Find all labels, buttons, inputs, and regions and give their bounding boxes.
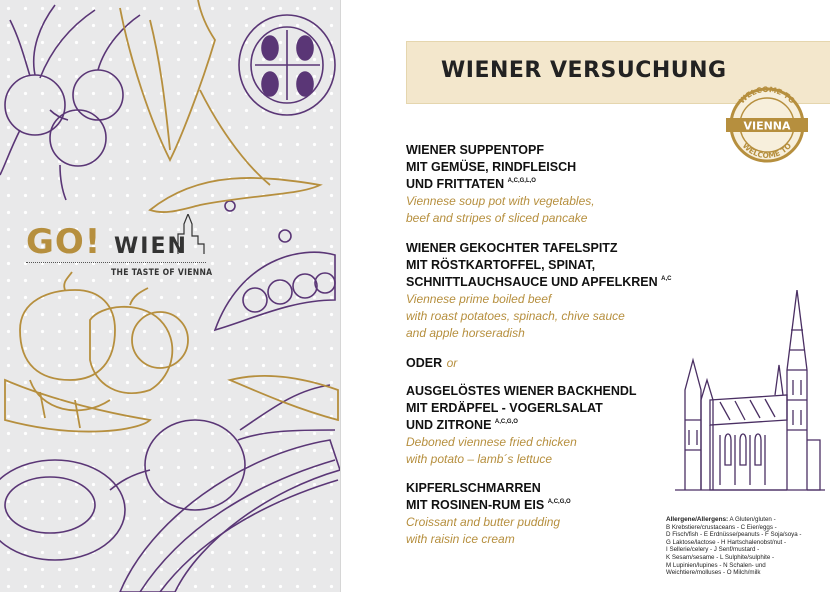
bell-pepper-illustration — [20, 272, 172, 410]
allergen-line: I Sellerie/celery - J Senf/mustard - — [666, 546, 760, 554]
dish-name-line — [406, 176, 706, 193]
go-wien-logo — [26, 222, 216, 282]
dish-name-line: MIT ERDÄPFEL - VOGERLSALAT — [406, 401, 603, 415]
dish-translation-line: Viennese soup pot with vegetables, — [406, 194, 595, 208]
spire-icon — [176, 214, 206, 254]
illustration-panel — [0, 0, 340, 592]
dish-name-line — [406, 274, 706, 291]
allergen-line: A Gluten/gluten - — [729, 516, 776, 523]
allergen-line: D Fisch/fish - E Erdnüsse/peanuts - F Soja/soya - — [666, 531, 802, 539]
allergen-line: M Lupinien/lupines - N Schalen- und — [666, 561, 766, 569]
menu-item — [406, 383, 706, 468]
allergen-codes: A,C,G,L,O — [507, 178, 536, 184]
allergen-line: B Krebstiere/crustaceans - C Eier/eggs - — [666, 523, 777, 531]
pea-pod-illustration — [215, 252, 335, 330]
allergen-heading: Allergene/Allergens: — [666, 516, 729, 523]
vegetable-illustration — [0, 0, 340, 592]
dish-name-line-text: MIT ROSINEN-RUM EIS — [406, 498, 545, 512]
allergen-codes: A,C,G,O — [494, 419, 518, 425]
radish-illustration — [0, 5, 140, 200]
menu-item — [406, 240, 706, 342]
dish-name-line-text: UND FRITTATEN — [406, 177, 505, 191]
dish-name-line: WIENER GEKOCHTER TAFELSPITZ — [406, 241, 618, 255]
or-label: or — [446, 356, 458, 370]
logo-go-text: GO! — [26, 222, 102, 262]
menu-title: WIENER VERSUCHUNG — [441, 58, 727, 83]
oder-label: ODER — [406, 356, 443, 370]
stamp-top-text: WELCOME TO — [737, 85, 797, 106]
dish-translation-line: Deboned viennese fried chicken — [406, 435, 577, 449]
carrot-right-illustration — [230, 376, 338, 420]
or-separator — [406, 354, 706, 372]
dish-name-line: MIT GEMÜSE, RINDFLEISCH — [406, 160, 577, 174]
squash-illustration — [120, 440, 340, 592]
menu-item — [406, 480, 706, 548]
dish-name-line-text: UND ZITRONE — [406, 418, 492, 432]
tomato-slice-illustration — [239, 15, 335, 115]
dish-translation-line: and apple horseradish — [406, 326, 525, 340]
logo-wien-text: WIEN — [114, 234, 188, 259]
allergen-codes: A,C — [661, 276, 672, 282]
allergen-codes: A,C,G,O — [547, 499, 571, 505]
menu-item — [406, 142, 706, 227]
dish-name-line: WIENER SUPPENTOPF — [406, 143, 544, 157]
allergen-line: G Laktose/lactose - H Hartschalenobst/nut - — [666, 538, 787, 546]
dish-translation-line: beef and stripes of sliced pancake — [406, 211, 588, 225]
dish-translation-line: with potato – lamb´s lettuce — [406, 452, 553, 466]
allergen-line: K Sesam/sesame - L Sulphite/sulphite - — [666, 553, 775, 561]
plate-illustration — [0, 460, 125, 560]
carrot-illustration — [5, 380, 150, 432]
dish-translation-line: with roast potatoes, spinach, chive sauce — [406, 309, 625, 323]
stamp-bottom-text: WELCOME TO — [740, 141, 794, 161]
panel-divider — [340, 0, 341, 592]
dish-translation-line: with raisin ice cream — [406, 532, 515, 546]
beet-illustration — [110, 385, 335, 510]
dish-name-line — [406, 497, 706, 514]
menu-list — [406, 142, 706, 560]
dish-translation-line: Croissant and butter pudding — [406, 515, 561, 529]
welcome-to-vienna-stamp — [722, 85, 812, 163]
dish-translation-line: Viennese prime boiled beef — [406, 292, 552, 306]
allergen-line: Weichtiere/molluses - O Milch/milk — [666, 569, 761, 577]
logo-tagline: THE TASTE OF VIENNA — [111, 268, 213, 278]
stamp-center-text: VIENNA — [743, 119, 791, 133]
dish-name-line: MIT RÖSTKARTOFFEL, SPINAT, — [406, 258, 596, 272]
dish-name-line: AUSGELÖSTES WIENER BACKHENDL — [406, 384, 637, 398]
dish-name-line-text: SCHNITTLAUCHSAUCE UND APFELKREN — [406, 275, 658, 289]
stephansdom-illustration — [675, 290, 825, 510]
dish-name-line: KIPFERLSCHMARREN — [406, 481, 541, 495]
logo-divider — [26, 262, 206, 263]
dish-name-line — [406, 417, 706, 434]
allergen-legend — [666, 516, 826, 577]
